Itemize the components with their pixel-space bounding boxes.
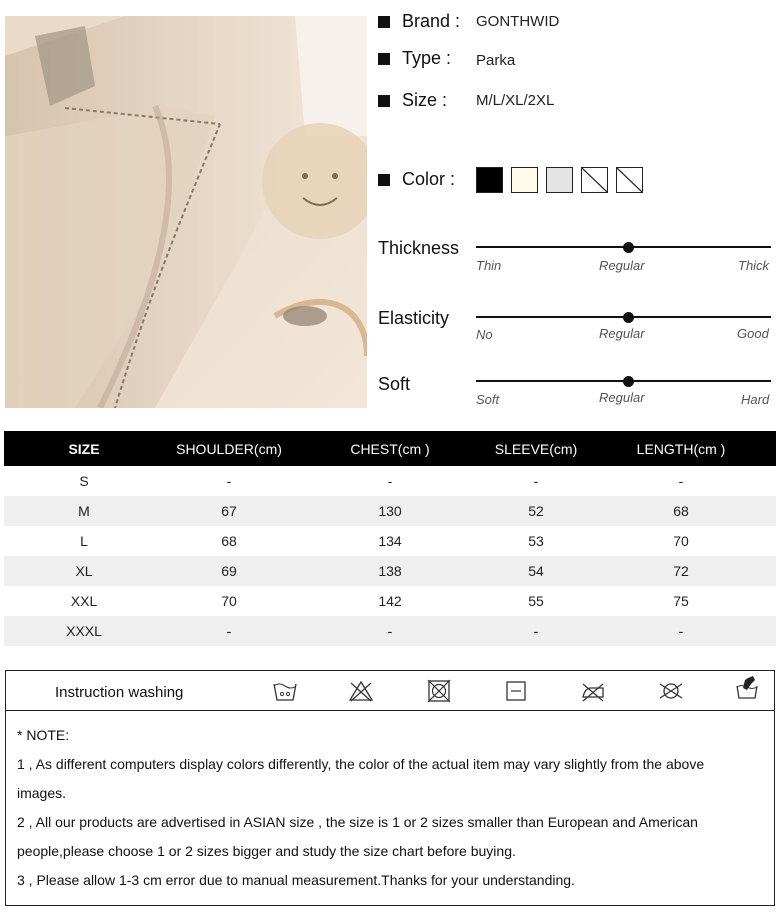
washing-instructions-box [5, 670, 775, 906]
elasticity-tick-mid: Regular [599, 326, 645, 341]
cell-size: XXXL [4, 616, 164, 646]
brand-row [378, 11, 560, 32]
cell-shoulder: - [164, 616, 294, 646]
cell-shoulder: - [226, 473, 232, 489]
cell-chest: 138 [294, 556, 486, 586]
size-value: M/L/XL/2XL [476, 92, 555, 109]
color-swatch-unavailable[interactable] [581, 167, 608, 193]
cell-size: XXL [70, 593, 98, 609]
type-row [378, 48, 516, 69]
cell-chest: 134 [378, 533, 402, 549]
cell-length: 72 [586, 556, 776, 586]
cell-chest: 142 [378, 593, 402, 609]
cell-chest: 130 [294, 496, 486, 526]
cell-size: S [79, 473, 89, 489]
type-value: Parka [476, 52, 516, 69]
table-row [4, 556, 776, 586]
cell-sleeve: 54 [486, 556, 586, 586]
product-photo [5, 16, 367, 408]
bullet-icon [378, 16, 390, 28]
table-row [4, 526, 776, 556]
header-sleeve: SLEEVE(cm) [486, 431, 586, 466]
wash-30-icon [272, 678, 298, 704]
bullet-icon [378, 95, 390, 107]
header-size: SIZE [4, 431, 164, 466]
note-line: 1 , As different computers display colors differently, the color of the actual item may vary slightly from the above [17, 756, 705, 772]
cell-sleeve: 55 [528, 593, 544, 609]
washing-header [6, 671, 774, 711]
cell-length: - [678, 473, 684, 489]
cell-shoulder: 69 [164, 556, 294, 586]
table-row [4, 586, 776, 616]
soft-label: Soft [378, 374, 411, 394]
slash-icon [582, 168, 607, 192]
soft-tick-high: Hard [741, 392, 770, 407]
header-shoulder: SHOULDER(cm) [164, 431, 294, 466]
note-line: images. [17, 785, 67, 801]
note-line: 2 , All our products are advertised in ASIAN size , the size is 1 or 2 sizes smaller than European and American [17, 814, 698, 830]
color-swatch-cream[interactable] [511, 167, 538, 193]
cell-size: XL [4, 556, 164, 586]
elasticity-tick-high: Good [737, 326, 769, 341]
size-chart-table [4, 431, 776, 646]
line-dry-icon [503, 678, 529, 704]
note-line: 3 , Please allow 1-3 cm error due to manual measurement.Thanks for your understanding. [17, 872, 575, 888]
hand-wash-icon [734, 674, 760, 700]
no-dry-clean-icon [658, 678, 684, 704]
slash-icon [617, 168, 642, 192]
cell-shoulder: 70 [221, 593, 237, 609]
thickness-label: Thickness [378, 238, 460, 258]
table-row [4, 616, 776, 646]
cell-sleeve: - [486, 616, 586, 646]
cell-sleeve: 53 [528, 533, 544, 549]
size-row [378, 90, 555, 111]
washing-title: Instruction washing [55, 684, 184, 701]
cell-chest: - [387, 473, 393, 489]
note-line: people,please choose 1 or 2 sizes bigger and study the size chart before buying. [17, 843, 516, 859]
thickness-marker [623, 242, 634, 253]
color-swatch-light-gray[interactable] [546, 167, 573, 193]
color-swatch-unavailable[interactable] [616, 167, 643, 193]
thickness-tick-high: Thick [738, 258, 770, 273]
cell-length: - [586, 616, 776, 646]
color-label: Color : [402, 169, 456, 189]
cell-shoulder: 67 [164, 496, 294, 526]
bullet-icon [378, 174, 390, 186]
elasticity-tick-low: No [476, 327, 493, 342]
brand-label: Brand : [402, 11, 461, 31]
color-row [378, 169, 455, 190]
no-bleach-icon [348, 678, 374, 704]
type-label: Type : [402, 48, 452, 68]
table-row [4, 496, 776, 526]
color-swatch-black[interactable] [476, 167, 503, 193]
soft-marker [623, 376, 634, 387]
cell-sleeve: - [533, 473, 539, 489]
cell-size: M [4, 496, 164, 526]
cell-chest: - [294, 616, 486, 646]
table-header-row [4, 431, 776, 466]
header-chest: CHEST(cm ) [294, 431, 486, 466]
cell-sleeve: 52 [486, 496, 586, 526]
brand-value: GONTHWID [476, 13, 560, 30]
elasticity-marker [623, 312, 634, 323]
header-length: LENGTH(cm ) [586, 431, 776, 466]
cell-length: 75 [673, 593, 689, 609]
soft-tick-low: Soft [476, 392, 500, 407]
thickness-tick-mid: Regular [599, 258, 645, 273]
cell-shoulder: 68 [221, 533, 237, 549]
soft-tick-mid: Regular [599, 390, 645, 405]
cell-length: 68 [586, 496, 776, 526]
size-label: Size : [402, 90, 448, 110]
elasticity-label: Elasticity [378, 308, 450, 328]
cell-length: 70 [673, 533, 689, 549]
bullet-icon [378, 53, 390, 65]
note-heading: * NOTE: [17, 727, 70, 743]
table-row [4, 466, 776, 496]
no-iron-icon [580, 678, 606, 704]
cell-size: L [80, 533, 88, 549]
thickness-tick-low: Thin [476, 258, 502, 273]
no-tumble-dry-icon [426, 678, 452, 704]
